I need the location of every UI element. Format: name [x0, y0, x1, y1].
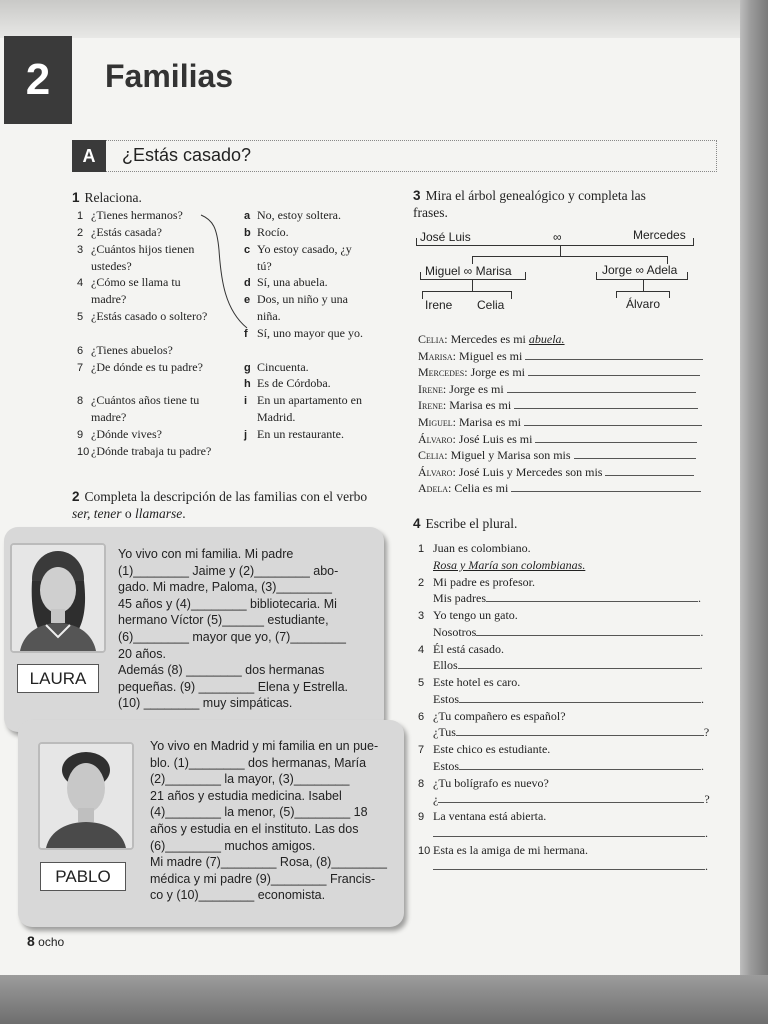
tree-jose-luis: José Luis: [420, 230, 471, 244]
answer-letter: b: [244, 227, 251, 239]
page-bottom-shadow: [0, 975, 768, 1024]
answer-text: Sí, una abuela.: [257, 275, 328, 289]
laura-text-line: Yo vivo con mi familia. Mi padre: [118, 547, 294, 561]
answer-start: ¿: [433, 792, 439, 807]
answer-blank[interactable]: [535, 431, 696, 443]
laura-photo: [10, 543, 106, 653]
answer-letter: g: [244, 362, 251, 374]
pablo-text-line: 21 años y estudia medicina. Isabel: [150, 788, 342, 803]
answer-text: En un apartamento en Madrid.: [257, 393, 362, 424]
item-sentence: Mi padre es profesor.: [433, 574, 535, 589]
item-sentence: Esta es la amiga de mi hermana.: [433, 842, 588, 857]
item-number: 6: [418, 710, 425, 723]
sentence-text: José Luis es mi: [458, 431, 536, 446]
exercise-2-title-a: Completa la descripción de las familias con el verbo: [84, 489, 368, 504]
question-item: [77, 342, 217, 360]
plural-answer: [433, 557, 718, 574]
answer-blank[interactable]: [574, 447, 696, 459]
answer-start: Ellos: [433, 658, 458, 673]
question-text: ¿De dónde es tu padre?: [91, 360, 203, 374]
answer-item: [244, 325, 370, 343]
exercise-2-title-c: .: [182, 506, 186, 521]
plural-prompt: [418, 708, 718, 726]
answer-text: Cincuenta.: [257, 360, 309, 374]
speaker-name: Celia:: [418, 448, 448, 463]
answer-end: .: [698, 591, 701, 606]
plural-prompt: [418, 641, 718, 659]
answer-letter: i: [244, 395, 248, 407]
item-sentence: Él está casado.: [433, 641, 504, 656]
exercise-3-number: 3: [413, 188, 421, 203]
sentence-text: Miguel y Marisa son mis: [450, 448, 574, 463]
pablo-text: [150, 738, 387, 904]
answer-end: .: [701, 691, 705, 706]
section-letter: A: [72, 140, 106, 172]
plural-answer: [433, 858, 718, 875]
plural-prompt: [418, 540, 718, 558]
exercise-1-heading: [72, 189, 142, 206]
pablo-text-line: años y estudia en el instituto. Las dos: [150, 821, 359, 836]
exercise-1-title: Relaciona.: [84, 190, 142, 205]
speaker-name: Irene:: [418, 381, 447, 396]
tree-sentence: [418, 331, 718, 348]
unit-number: 2: [4, 36, 72, 124]
item-sentence: Este hotel es caro.: [433, 675, 521, 689]
answer-end: .: [699, 658, 703, 673]
answer-blank[interactable]: [514, 397, 698, 409]
plural-answer: [433, 590, 718, 607]
page-footer: [27, 933, 64, 949]
pablo-text-line: Yo vivo en Madrid y mi familia en un pue-: [150, 739, 379, 753]
item-number: 2: [418, 576, 425, 589]
sentence-text: Jorge es mi: [470, 365, 529, 380]
tree-alvaro: Álvaro: [626, 297, 661, 311]
laura-text-line: 20 años.: [118, 646, 166, 661]
answer-item: [244, 241, 370, 274]
answer-blank[interactable]: [459, 758, 701, 770]
unit-title: Familias: [105, 58, 234, 94]
answer-item: [244, 359, 370, 377]
tree-marriage-top: ∞: [553, 230, 562, 244]
exercise-2-heading: [72, 488, 382, 522]
answer-text: En un restaurante.: [257, 427, 344, 441]
answer-end: .: [700, 624, 704, 639]
question-number: 10: [77, 446, 90, 458]
laura-portrait-icon: [12, 545, 104, 651]
pablo-text-line: Mi madre (7)________ Rosa, (8)________: [150, 855, 387, 870]
answer-blank[interactable]: [525, 348, 703, 360]
question-text: ¿Cuántos años tiene tu madre?: [91, 393, 200, 424]
tree-sentence: [418, 348, 718, 365]
answer-letter: e: [244, 294, 251, 306]
plural-answer: [433, 724, 718, 741]
item-number: 3: [418, 610, 425, 622]
sentence-text: Jorge es mi: [449, 381, 507, 396]
top-strip: [0, 0, 740, 38]
page-edge-shadow: [740, 0, 768, 1024]
question-number: 9: [77, 429, 84, 441]
question-number: 8: [77, 395, 84, 407]
answer-blank[interactable]: [507, 381, 696, 393]
sentence-text: José Luis y Mercedes son mis: [458, 464, 606, 479]
answer-blank[interactable]: [476, 624, 700, 636]
question-item: [77, 392, 217, 425]
question-number: 7: [77, 362, 84, 374]
answer-letter: d: [244, 277, 251, 289]
speaker-name: Álvaro:: [418, 464, 456, 479]
answer-text: Dos, un niño y una niña.: [257, 292, 348, 323]
plural-prompt: [418, 741, 718, 759]
tree-jorge-adela: Jorge ∞ Adela: [602, 263, 678, 277]
question-item: [77, 426, 217, 444]
speaker-name: Miguel:: [418, 415, 456, 429]
answer-item: [244, 392, 370, 425]
item-sentence: La ventana está abierta.: [433, 809, 547, 823]
exercise-4-number: 4: [413, 516, 421, 531]
question-number: 2: [77, 227, 84, 239]
answer-start: Mis padres: [433, 591, 486, 606]
answer-start: Estos: [433, 758, 460, 773]
item-sentence: Juan es colombiano.: [433, 541, 531, 555]
tree-sentence: [418, 447, 718, 464]
laura-text-line: Además (8) ________ dos hermanas: [118, 663, 325, 678]
question-number: 3: [77, 244, 84, 256]
exercise-4-title: Escribe el plural.: [425, 516, 518, 531]
question-number: 6: [77, 345, 84, 357]
plural-answer: [433, 624, 718, 641]
answer-letter: f: [244, 328, 248, 340]
question-text: ¿Tienes hermanos?: [91, 208, 183, 222]
plural-answer: [433, 791, 718, 808]
item-number: 9: [418, 811, 425, 823]
answer-item: [244, 426, 370, 444]
matching-line: [195, 210, 255, 335]
item-number: 5: [418, 677, 425, 689]
exercise-4-heading: [413, 515, 517, 532]
sentence-text: Mercedes es mi: [450, 332, 529, 346]
answer-end: ?: [704, 792, 710, 807]
answer-end: ?: [703, 725, 710, 740]
answer-blank[interactable]: [438, 791, 704, 803]
plural-answer: [433, 758, 718, 775]
question-text: ¿Cuántos hijos tienen ustedes?: [91, 242, 195, 273]
answer-end: .: [701, 758, 705, 773]
pablo-portrait-icon: [40, 744, 132, 848]
answer-blank[interactable]: [486, 590, 698, 602]
plural-prompt: [418, 574, 718, 592]
question-number: 5: [77, 311, 84, 323]
question-text: ¿Cómo se llama tu madre?: [91, 275, 181, 306]
page-word: ocho: [38, 935, 65, 949]
item-sentence: ¿Tu bolígrafo es nuevo?: [433, 775, 549, 790]
answer-end: .: [705, 825, 708, 840]
pablo-name: PABLO: [40, 862, 126, 891]
exercise-3-title-line1: Mira el árbol genealógico y completa las: [425, 188, 646, 203]
tree-sentence: [418, 381, 718, 398]
tree-sentence: [418, 480, 718, 497]
answer-text: Yo estoy casado, ¿y tú?: [257, 242, 352, 273]
answer-start: ¿Tus: [433, 725, 456, 740]
tree-sentence: [418, 431, 718, 448]
exercise-2-title-em2: llamarse: [135, 506, 183, 521]
answer-blank[interactable]: [458, 657, 700, 669]
plural-answer: [433, 825, 718, 842]
question-item: [77, 359, 217, 377]
plural-prompt: [418, 842, 718, 860]
answer-item: [244, 224, 370, 242]
sentence-text: Miguel es mi: [459, 348, 526, 363]
sentence-text: Celia es mi: [454, 481, 512, 496]
exercise-2-number: 2: [72, 489, 80, 504]
plural-prompt: [418, 607, 718, 625]
laura-text: [118, 546, 348, 712]
answer-text: No, estoy soltera.: [257, 208, 341, 222]
answer-blank[interactable]: [456, 724, 704, 736]
answer-blank[interactable]: [605, 464, 693, 476]
sentence-text: Marisa es mi: [459, 415, 524, 429]
exercise-1-number: 1: [72, 190, 80, 205]
answer-letter: a: [244, 210, 251, 222]
speaker-name: Álvaro:: [418, 431, 456, 446]
item-sentence: Yo tengo un gato.: [433, 608, 518, 622]
answer-text: Rocío.: [257, 225, 289, 239]
laura-text-line: gado. Mi madre, Paloma, (3)________: [118, 580, 333, 595]
exercise-2-title-b: o: [121, 506, 135, 521]
pablo-photo: [38, 742, 134, 850]
question-text: ¿Dónde trabaja tu padre?: [91, 444, 212, 458]
speaker-name: Irene:: [418, 398, 447, 413]
question-text: ¿Tienes abuelos?: [91, 343, 173, 357]
answer-letter: h: [244, 378, 251, 390]
exercise-3-title-line2: frases.: [413, 205, 448, 220]
item-number: 8: [418, 777, 425, 790]
tree-sentence: [418, 397, 718, 414]
answer-blank[interactable]: [511, 480, 700, 492]
pablo-text-line: médica y mi padre (9)________ Francis-: [150, 871, 376, 886]
tree-sentence: [418, 414, 718, 431]
answer-text: Es de Córdoba.: [257, 376, 331, 390]
item-number: 1: [418, 543, 425, 555]
plural-answer: [433, 657, 718, 674]
answer-letter: c: [244, 244, 251, 256]
answer-item: [244, 207, 370, 225]
laura-text-line: (1)________ Jaime y (2)________ abo-: [118, 563, 339, 578]
laura-text-line: (10) ________ muy simpáticas.: [118, 696, 293, 711]
item-number: 4: [418, 643, 425, 656]
sample-answer: Rosa y María son colombianas.: [433, 557, 586, 572]
tree-sentence: [418, 364, 718, 381]
answer-start: Estos: [433, 691, 460, 706]
speaker-name: Celia:: [418, 332, 448, 346]
question-text: ¿Estás casado o soltero?: [91, 309, 208, 323]
plural-prompt: [418, 808, 718, 826]
answer-end: .: [705, 859, 708, 874]
speaker-name: Adela:: [418, 481, 452, 496]
answer-blank[interactable]: [528, 364, 700, 376]
exercise-3-heading: [413, 187, 713, 221]
question-item: [77, 443, 217, 461]
answer-blank[interactable]: [433, 825, 705, 837]
question-number: 1: [77, 210, 84, 222]
plural-prompt: [418, 674, 718, 692]
laura-name: LAURA: [17, 664, 99, 693]
speaker-name: Marisa:: [418, 348, 457, 363]
pablo-text-line: blo. (1)________ dos hermanas, María: [150, 755, 367, 770]
sentence-text: Marisa es mi: [449, 398, 515, 413]
tree-irene: Irene: [425, 298, 453, 312]
item-sentence: ¿Tu compañero es español?: [433, 708, 566, 723]
answer-item: [244, 274, 370, 292]
plural-prompt: [418, 775, 718, 793]
answer-blank[interactable]: [524, 414, 702, 426]
answer-item: [244, 375, 370, 393]
laura-text-line: hermano Víctor (5)______ estudiante,: [118, 613, 329, 628]
laura-text-line: pequeñas. (9) ________ Elena y Estrella.: [118, 679, 349, 694]
exercise-2-title-em: ser, tener: [72, 506, 122, 521]
pablo-text-line: co y (10)________ economista.: [150, 888, 326, 903]
pablo-text-line: (6)________ muchos amigos.: [150, 838, 316, 853]
section-title: ¿Estás casado?: [122, 145, 252, 165]
page-number: 8: [27, 933, 35, 949]
answer-item: [244, 291, 370, 324]
pablo-text-line: (2)________ la mayor, (3)________: [150, 772, 350, 787]
laura-text-line: (6)________ mayor que yo, (7)________: [118, 629, 346, 644]
sentence-answer: abuela.: [528, 332, 565, 346]
tree-sentence: [418, 464, 718, 481]
answer-blank[interactable]: [459, 691, 701, 703]
answer-start: Nosotros: [433, 624, 477, 639]
question-text: ¿Dónde vives?: [91, 427, 162, 441]
tree-miguel-marisa: Miguel ∞ Marisa: [425, 264, 512, 278]
item-sentence: Este chico es estudiante.: [433, 742, 551, 756]
item-number: 10: [418, 844, 431, 857]
pablo-text-line: (4)________ la menor, (5)________ 18: [150, 805, 368, 820]
question-number: 4: [77, 277, 84, 289]
item-number: 7: [418, 744, 425, 756]
answer-letter: j: [244, 429, 248, 441]
question-text: ¿Estás casada?: [91, 225, 162, 239]
answer-text: Sí, uno mayor que yo.: [257, 326, 363, 340]
tree-mercedes: Mercedes: [633, 228, 686, 242]
speaker-name: Mercedes:: [418, 365, 468, 380]
plural-answer: [433, 691, 718, 708]
laura-text-line: 45 años y (4)________ bibliotecaria. Mi: [118, 596, 337, 611]
tree-celia: Celia: [477, 298, 505, 312]
answer-blank[interactable]: [433, 858, 705, 870]
